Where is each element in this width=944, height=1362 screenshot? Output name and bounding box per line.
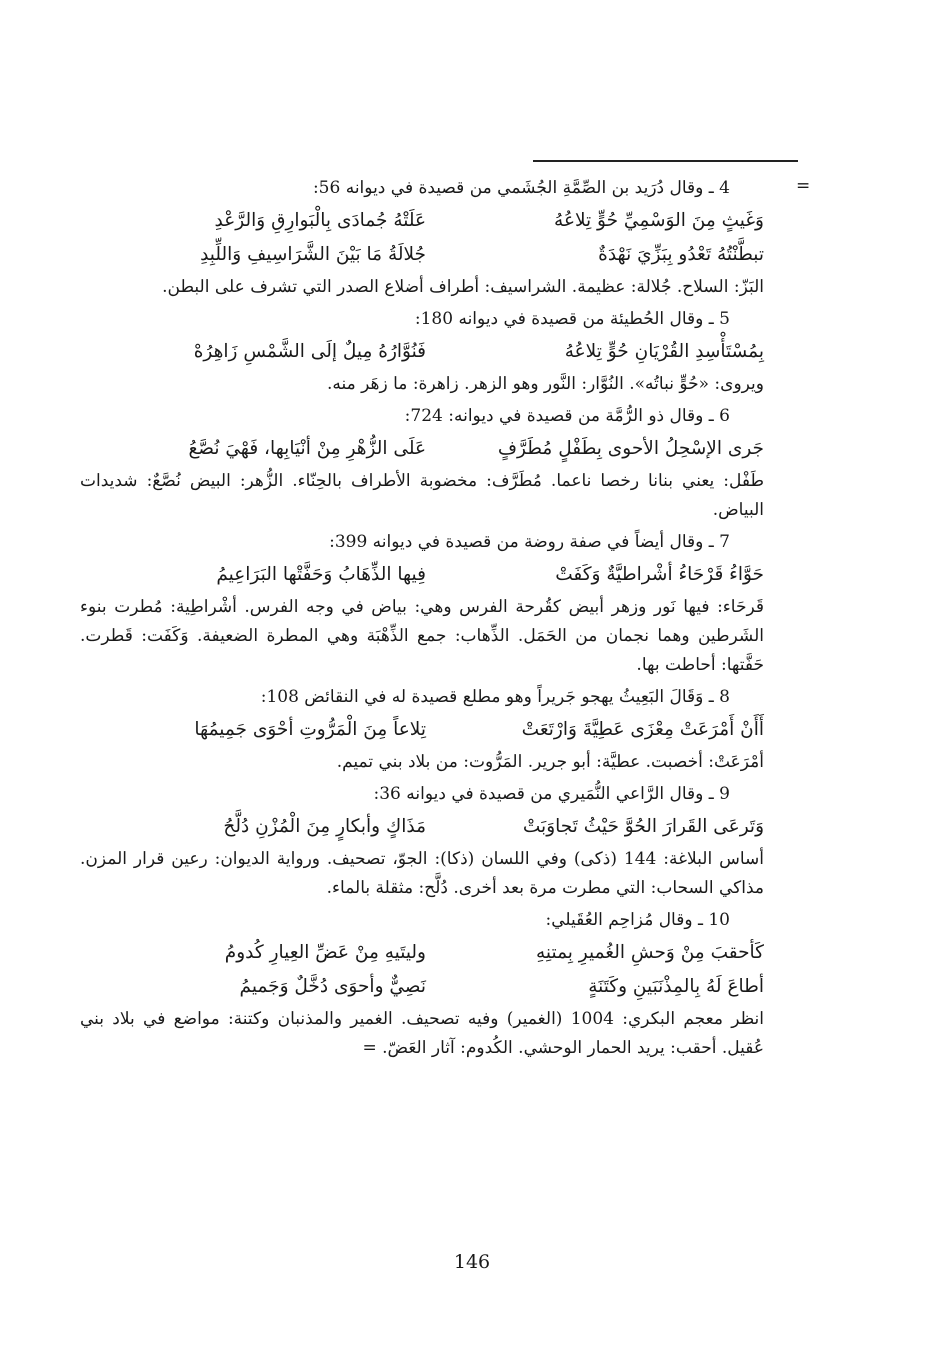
verse-line [80, 205, 764, 237]
footnote-entry [80, 305, 764, 399]
footnote-entry [80, 174, 764, 302]
verse-line [80, 559, 764, 591]
verse-first-hemistich: أَأَنْ أَمْرَعَتْ مِعْزَى عَطِيَّةَ وَارْتَعَتْ [521, 719, 764, 740]
footnote-separator-rule [533, 160, 798, 162]
footnote-heading: 5 ـ وقال الحُطيئة من قصيدة في ديوانه 180: [414, 309, 730, 329]
footnote-entry [80, 780, 764, 903]
verse-second-hemistich: نَصِيٌّ وأحوَى دُخَّلٌ وَجَميمُ [239, 976, 426, 997]
footnote-heading: 9 ـ وقال الرَّاعي النُّمَيري من قصيدة في ديوانه 36: [373, 784, 730, 804]
footnote-heading: 4 ـ وقال دُرَيد بن الصِّمَّةِ الجُشَمي من قصيدة في ديوانه 56: [312, 178, 730, 198]
footnote-heading: 7 ـ وقال أيضاً في صفة روضة من قصيدة في ديوانه 399: [329, 532, 730, 552]
footnotes-block [80, 174, 764, 1066]
verse-line [80, 336, 764, 368]
footnote-entry [80, 528, 764, 680]
verse-line [80, 937, 764, 969]
verse-first-hemistich: تبطَّنْتُهُ تَعْدُو بِبَزِّيَ نَهْدَةٌ [598, 244, 764, 265]
verse-first-hemistich: بِمُسْتَأْسِدِ القُرْيَانِ حُوٍّ تِلاعُهُ [564, 341, 764, 362]
gloss-note: البَزّ: السلاح. جُلالة: عظيمة. الشراسيف: أطراف أضلاع الصدر التي تشرف على البطن. [162, 277, 764, 297]
footnote-heading: 6 ـ وقال ذو الرُّمَّة من قصيدة في ديوانه: 724: [404, 406, 730, 426]
footnote-entry [80, 402, 764, 525]
verse-second-hemistich: فِيها الذِّهَابُ وَحَفَّتْها البَرَاعِيمُ [216, 564, 426, 585]
verse-second-hemistich: مَذَاكٍ وأبكارٍ مِنَ الْمُزْنِ دُلَّحُ [223, 816, 426, 837]
continuation-mark: = [796, 176, 811, 196]
page-number: 146 [453, 1251, 491, 1273]
verse-line [80, 714, 764, 746]
verse-second-hemistich: عَلَى الزُّهْرِ مِنْ أنْيَابِها، فَهْيَ نُصَّعُ [188, 438, 426, 459]
verse-first-hemistich: كَأحقبَ مِنْ وَحشِ الغُميرِ بِمتنِهِ [536, 942, 764, 963]
verse-line [80, 433, 764, 465]
footnote-entry [80, 683, 764, 777]
verse-second-hemistich: وليتَيهِ مِنْ عَضِّ العِيارِ كُدومُ [224, 942, 426, 963]
verse-first-hemistich: وَتَرعَى القَرارَ الحُوَّ حَيْثُ تَجاوَبَتْ [522, 816, 764, 837]
verse-first-hemistich: أطاعَ لَهُ بِالمِذْنَبَينِ وكَتَنَةٍ [588, 976, 764, 997]
verse-second-hemistich: جُلالَةُ مَا بَيْنَ الشَّرَاسِيفِ وَاللِّبِدِ [200, 244, 426, 265]
verse-second-hemistich: فَنُوَّارُهُ مِيلٌ إلَى الشَّمْسِ زَاهِرُهْ [193, 341, 426, 362]
gloss-note: أساس البلاغة: 144 (ذكى) وفي اللسان (ذكا): الجوّ، تصحيف. ورواية الديوان: رعين قرار المزن. مذاكي السحاب: التي مطرت مرة بعد أخرى. دُلَّح: مثقلة بالماء. [80, 849, 764, 898]
verse-line [80, 811, 764, 843]
footnote-heading: 10 ـ وقال مُزاحِم العُقَيلي: [545, 910, 730, 930]
footnote-entry [80, 906, 764, 1063]
verse-second-hemistich: تِلاعاً مِنَ الْمَرُّوتِ أحْوَى جَمِيمُهَا [194, 719, 426, 740]
verse-line [80, 971, 764, 1003]
footnote-heading: 8 ـ وَقَالَ البَعِيثُ يهجو جَريراً وهو مطلع قصيدة له في النقائض 108: [260, 687, 730, 707]
gloss-note: أمْرَعَتْ: أخصبت. عطيَّة: أبو جرير. المَرُّوت: من بلاد بني تميم. [336, 752, 764, 772]
verse-first-hemistich: وَغَيثٍ مِنَ الوَسْمِيِّ حُوٍّ تِلاعُهُ [554, 210, 764, 231]
verse-first-hemistich: جَرى الإسْحِلُ الأحوى بِطَفْلٍ مُطَرَّفٍ [497, 438, 764, 459]
gloss-note: انظر معجم البكري: 1004 (الغمير) وفيه تصحيف. الغمير والمذنبان وكتنة: مواضع في بلاد بني عُقيل. أحقب: يريد الحمار الوحشي. الكُدوم: آثار العَضّ. = [80, 1009, 764, 1058]
gloss-note: قَرحَاء: فيها نَور وزهر أبيض كقُرحة الفرس وهي: بياض في وجه الفرس. أشْراطِية: مُطرت بنوء الشَرطين وهما نجمان من الحَمَل. الذِّهاب: جمع الذِّهْبَة وهي المطرة الضعيفة. وَكَفَت: قَطرت. حَفَّتها: أحاطت بها. [80, 597, 764, 675]
verse-line [80, 239, 764, 271]
gloss-note: طَفْل: يعني بنانا رخصا ناعما. مُطَرَّف: مخضوبة الأطراف بالحِنّاء. الزُّهر: البيض نُصَّعٌ: شديدات البياض. [80, 471, 764, 520]
gloss-note: ويروى: «حُوٍّ نباتُه». النُوَّار: النَّور وهو الزهر. زاهرة: ما زهَر منه. [327, 374, 764, 394]
verse-second-hemistich: عَلَتْهُ جُمادَى بِالْبَوارِقِ وَالرَّعْدِ [214, 210, 426, 231]
verse-first-hemistich: حَوَّاءُ قَرْحَاءُ أشْراطيَّةٌ وَكَفَتْ [555, 564, 764, 585]
